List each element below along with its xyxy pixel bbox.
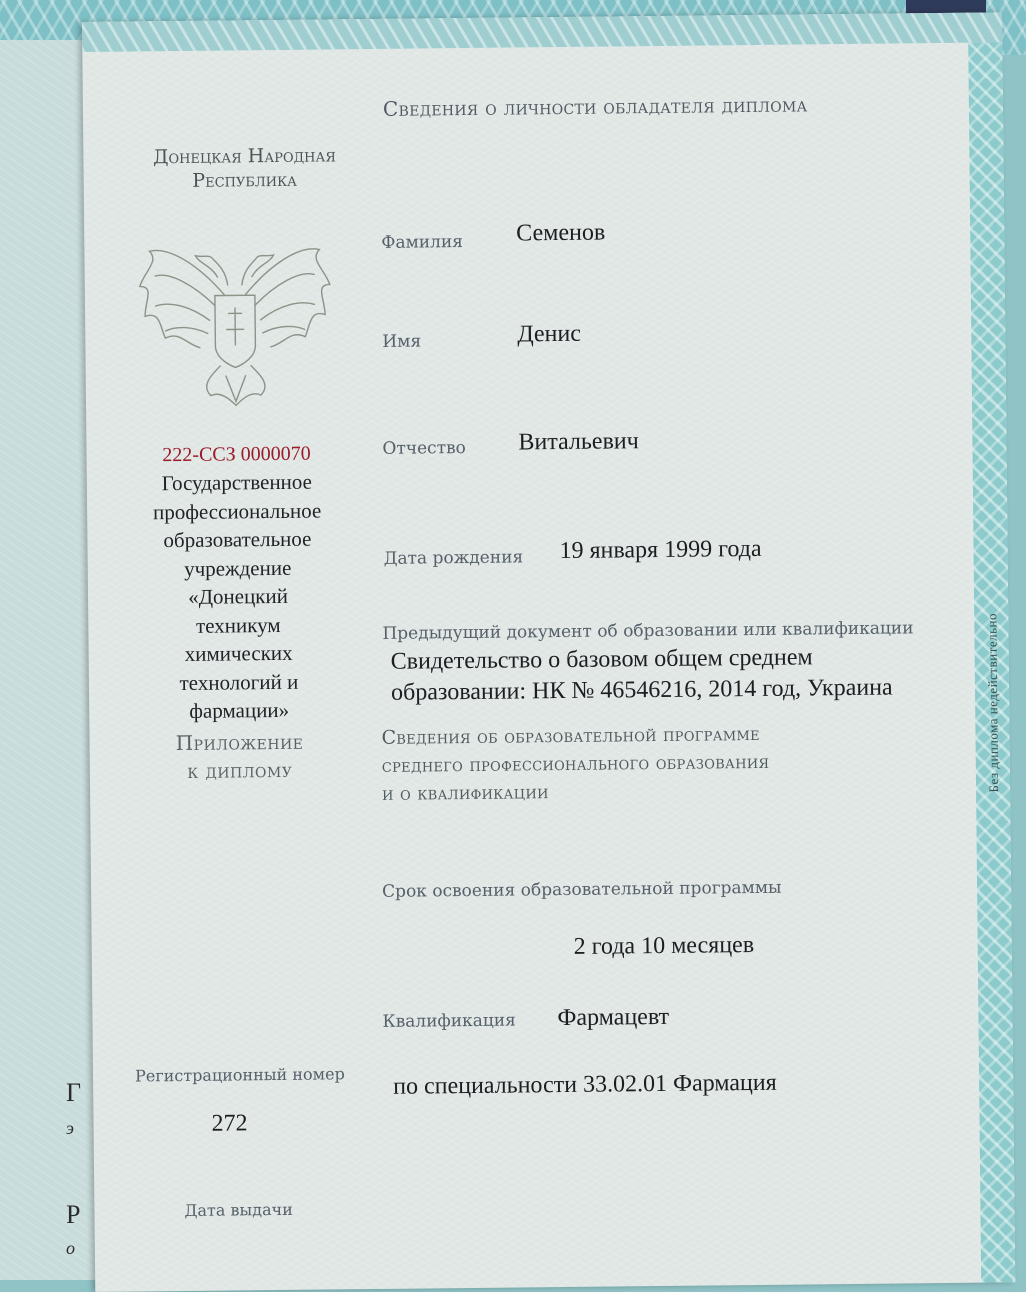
appendix-line-1: Приложение [175, 729, 304, 756]
institution-line: фармации» [189, 697, 290, 723]
institution-line: химических [184, 640, 293, 666]
appendix-line-2: к диплому [187, 757, 293, 783]
republic-line-2: Республика [192, 168, 298, 192]
institution-line: технологий и [179, 669, 299, 695]
program-header-line-1: Сведения об образовательной программе [381, 722, 760, 749]
validity-note: Без диплома недействительно [984, 612, 1002, 793]
institution-line: образовательное [163, 526, 312, 553]
series-number: 222-ССЗ 0000070 [162, 442, 311, 467]
institution-line: учреждение [183, 555, 292, 581]
surname-label: Фамилия [381, 232, 464, 253]
name-label: Имя [382, 331, 422, 352]
duration-value: 2 года 10 месяцев [573, 932, 755, 960]
name-value: Денис [517, 320, 582, 348]
emblem-icon [129, 224, 341, 411]
section-header-personal: Сведения о личности обладателя диплома [382, 92, 808, 121]
previous-document-label: Предыдущий документ об образовании или квалификации [382, 618, 914, 644]
qualification-label: Квалификация [382, 1010, 516, 1032]
section-header-program [381, 720, 769, 808]
issue-date-label: Дата выдачи [184, 1199, 293, 1220]
specialty-value: по специальности 33.02.01 Фармация [393, 1069, 777, 1100]
diploma-appendix-page [82, 12, 1015, 1292]
birth-date-label: Дата рождения [383, 547, 524, 569]
institution-line: Государственное [161, 469, 313, 496]
birth-date-value: 19 января 1999 года [559, 535, 762, 565]
previous-document-value [391, 642, 893, 709]
background-text-fragment: Г [66, 1078, 82, 1107]
program-header-line-2: среднего профессионального образования [381, 750, 770, 777]
registration-number-value: 272 [211, 1110, 248, 1137]
registration-number-label: Регистрационный номер [134, 1064, 345, 1086]
institution-name [117, 467, 360, 726]
previous-document-line-2: образовании: НК № 46546216, 2014 год, Украина [390, 674, 893, 706]
institution-line: профессиональное [152, 498, 322, 524]
patronymic-value: Витальевич [518, 428, 639, 456]
background-text-fragment: о [66, 1238, 75, 1258]
program-header-line-3: и о квалификации [381, 781, 549, 805]
appendix-title [119, 727, 360, 786]
background-text-fragment: э [66, 1118, 74, 1138]
republic-name [99, 144, 389, 195]
duration-label: Срок освоения образовательной программы [382, 877, 782, 902]
previous-document-line-1: Свидетельство о базовом общем среднем [390, 644, 813, 675]
surname-value: Семенов [516, 219, 606, 247]
institution-line: техникум [195, 612, 281, 638]
qualification-value: Фармацевт [557, 1003, 670, 1032]
republic-line-1: Донецкая Народная [152, 144, 336, 169]
background-text-fragment: Р [66, 1200, 81, 1229]
institution-line: «Донецкий [187, 583, 289, 609]
patronymic-label: Отчество [382, 438, 466, 459]
